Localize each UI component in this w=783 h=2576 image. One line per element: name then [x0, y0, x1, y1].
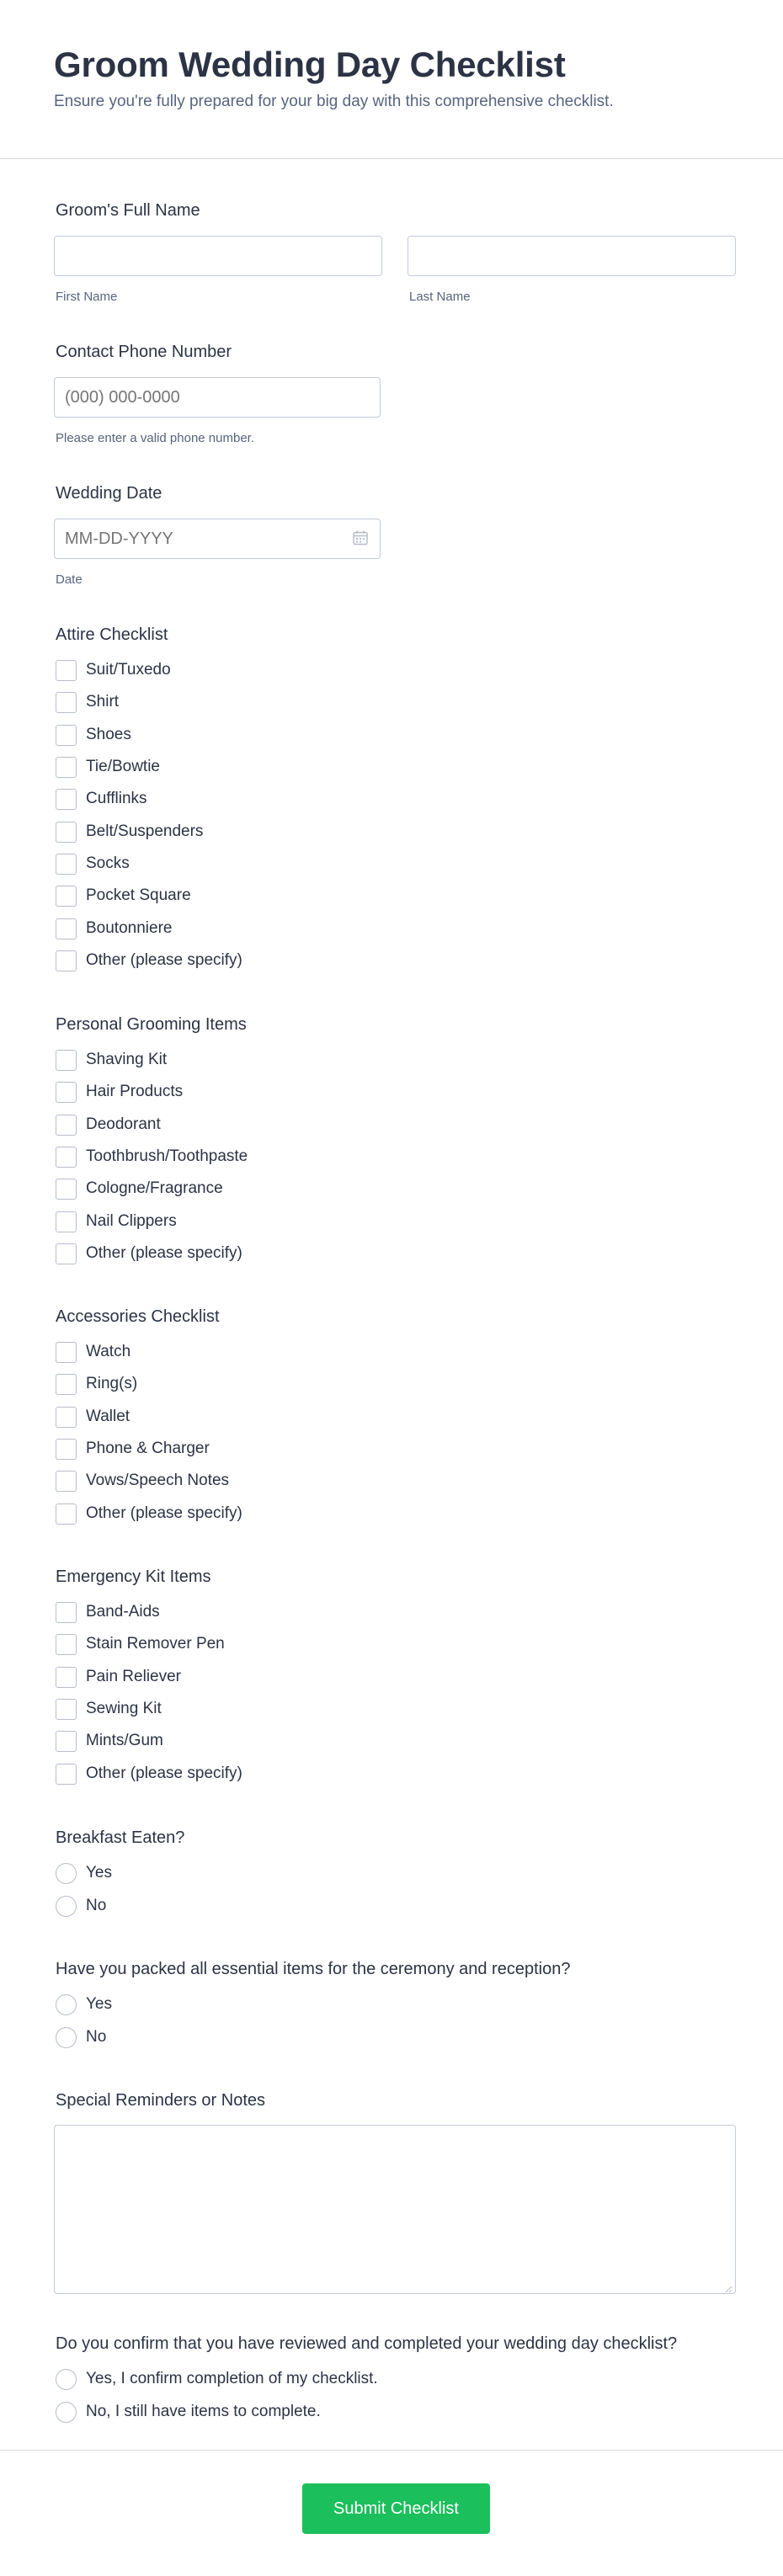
emergency-checklist: [56, 1567, 734, 1794]
footer-divider: [0, 2450, 783, 2451]
attire-option[interactable]: Suit/Tuxedo: [56, 659, 171, 681]
name-label: Groom's Full Name: [56, 201, 200, 220]
packed-option-no[interactable]: No: [56, 2026, 106, 2048]
breakfast-label: Breakfast Eaten?: [56, 1828, 185, 1847]
checkbox[interactable]: [56, 1211, 77, 1232]
date-label: Wedding Date: [56, 484, 162, 503]
grooming-option[interactable]: Shaving Kit: [56, 1049, 167, 1071]
last-name-input[interactable]: [407, 236, 736, 276]
confirm-question: [56, 2334, 734, 2426]
breakfast-option-yes[interactable]: Yes: [56, 1862, 112, 1884]
emergency-option[interactable]: Other (please specify): [56, 1763, 242, 1785]
accessories-option[interactable]: Phone & Charger: [56, 1438, 210, 1460]
grooming-option[interactable]: Deodorant: [56, 1114, 161, 1136]
first-name-sublabel: First Name: [56, 290, 118, 304]
checkbox[interactable]: [56, 1504, 77, 1525]
checkbox[interactable]: [56, 1764, 77, 1785]
accessories-option[interactable]: Vows/Speech Notes: [56, 1470, 229, 1492]
checkbox[interactable]: [56, 822, 77, 843]
attire-option[interactable]: Socks: [56, 853, 130, 875]
checkbox[interactable]: [56, 886, 77, 907]
emergency-option[interactable]: Pain Reliever: [56, 1666, 181, 1688]
emergency-option[interactable]: Stain Remover Pen: [56, 1633, 225, 1655]
grooming-checklist: [56, 1014, 734, 1275]
notes-label: Special Reminders or Notes: [56, 2091, 265, 2110]
accessories-option[interactable]: Ring(s): [56, 1373, 137, 1395]
radio-button[interactable]: [56, 1896, 77, 1917]
page-title: Groom Wedding Day Checklist: [54, 45, 566, 84]
phone-input[interactable]: [54, 377, 381, 418]
emergency-label: Emergency Kit Items: [56, 1567, 211, 1586]
attire-label: Attire Checklist: [56, 625, 168, 644]
grooming-option[interactable]: Other (please specify): [56, 1243, 242, 1264]
packed-question: [56, 1959, 734, 2052]
last-name-sublabel: Last Name: [409, 290, 471, 304]
notes-field-group: [56, 2090, 734, 2292]
attire-option[interactable]: Other (please specify): [56, 950, 242, 971]
confirm-option-yes[interactable]: Yes, I confirm completion of my checklist.: [56, 2368, 378, 2390]
checkbox[interactable]: [56, 1731, 77, 1752]
phone-field-group: [56, 342, 734, 451]
date-field-group: [56, 483, 734, 593]
checkbox[interactable]: [56, 1374, 77, 1395]
packed-label: Have you packed all essential items for the ceremony and reception?: [56, 1960, 571, 1978]
radio-button[interactable]: [56, 2027, 77, 2048]
attire-option[interactable]: Shoes: [56, 724, 131, 746]
phone-label: Contact Phone Number: [56, 343, 232, 361]
checkbox[interactable]: [56, 1115, 77, 1136]
grooming-option[interactable]: Hair Products: [56, 1081, 183, 1103]
attire-option[interactable]: Boutonniere: [56, 918, 172, 939]
packed-option-yes[interactable]: Yes: [56, 1993, 112, 2015]
checkbox[interactable]: [56, 1634, 77, 1655]
radio-button[interactable]: [56, 2402, 77, 2423]
breakfast-question: [56, 1828, 734, 1920]
submit-button[interactable]: Submit Checklist: [302, 2483, 490, 2534]
checkbox[interactable]: [56, 789, 77, 810]
checkbox[interactable]: [56, 1407, 77, 1428]
checkbox[interactable]: [56, 1147, 77, 1168]
checkbox[interactable]: [56, 1050, 77, 1071]
checkbox[interactable]: [56, 1342, 77, 1363]
breakfast-option-no[interactable]: No: [56, 1895, 106, 1917]
page-subtitle: Ensure you're fully prepared for your big day with this comprehensive checklist.: [54, 93, 614, 110]
radio-button[interactable]: [56, 1994, 77, 2015]
accessories-checklist: [56, 1307, 734, 1534]
attire-option[interactable]: Belt/Suspenders: [56, 821, 203, 843]
checkbox[interactable]: [56, 950, 77, 971]
first-name-input[interactable]: [54, 236, 382, 276]
checkbox[interactable]: [56, 1602, 77, 1623]
accessories-option[interactable]: Other (please specify): [56, 1503, 242, 1525]
checkbox[interactable]: [56, 1082, 77, 1103]
date-input[interactable]: [54, 519, 381, 559]
confirm-label: Do you confirm that you have reviewed and completed your wedding day checklist?: [56, 2334, 678, 2353]
checkbox[interactable]: [56, 1179, 77, 1200]
resize-handle-icon[interactable]: [724, 2282, 732, 2291]
checkbox[interactable]: [56, 692, 77, 713]
notes-textarea[interactable]: [54, 2125, 736, 2294]
name-field-group: [56, 200, 734, 310]
checkbox[interactable]: [56, 1439, 77, 1460]
checkbox[interactable]: [56, 1699, 77, 1720]
attire-option[interactable]: Pocket Square: [56, 885, 191, 907]
phone-hint: Please enter a valid phone number.: [56, 431, 254, 445]
attire-checklist: [56, 625, 734, 978]
emergency-option[interactable]: Mints/Gum: [56, 1730, 163, 1752]
accessories-option[interactable]: Wallet: [56, 1406, 130, 1428]
checkbox[interactable]: [56, 725, 77, 746]
checkbox[interactable]: [56, 854, 77, 875]
emergency-option[interactable]: Sewing Kit: [56, 1698, 162, 1720]
accessories-label: Accessories Checklist: [56, 1307, 220, 1326]
radio-button[interactable]: [56, 2369, 77, 2390]
radio-button[interactable]: [56, 1863, 77, 1884]
calendar-icon[interactable]: [352, 530, 369, 551]
grooming-option[interactable]: Toothbrush/Toothpaste: [56, 1146, 248, 1168]
accessories-option[interactable]: Watch: [56, 1341, 130, 1363]
checkbox[interactable]: [56, 1667, 77, 1688]
checkbox[interactable]: [56, 757, 77, 778]
grooming-option[interactable]: Cologne/Fragrance: [56, 1178, 223, 1200]
date-sublabel: Date: [56, 572, 83, 587]
checkbox[interactable]: [56, 1471, 77, 1492]
emergency-option[interactable]: Band-Aids: [56, 1601, 160, 1623]
form-header: [0, 0, 783, 159]
confirm-option-no[interactable]: No, I still have items to complete.: [56, 2401, 321, 2423]
grooming-option[interactable]: Nail Clippers: [56, 1211, 177, 1232]
attire-option[interactable]: Tie/Bowtie: [56, 756, 160, 778]
checkbox[interactable]: [56, 660, 77, 681]
attire-option[interactable]: Shirt: [56, 691, 119, 713]
attire-option[interactable]: Cufflinks: [56, 788, 147, 810]
checkbox[interactable]: [56, 1243, 77, 1264]
checkbox[interactable]: [56, 918, 77, 939]
grooming-label: Personal Grooming Items: [56, 1015, 247, 1034]
